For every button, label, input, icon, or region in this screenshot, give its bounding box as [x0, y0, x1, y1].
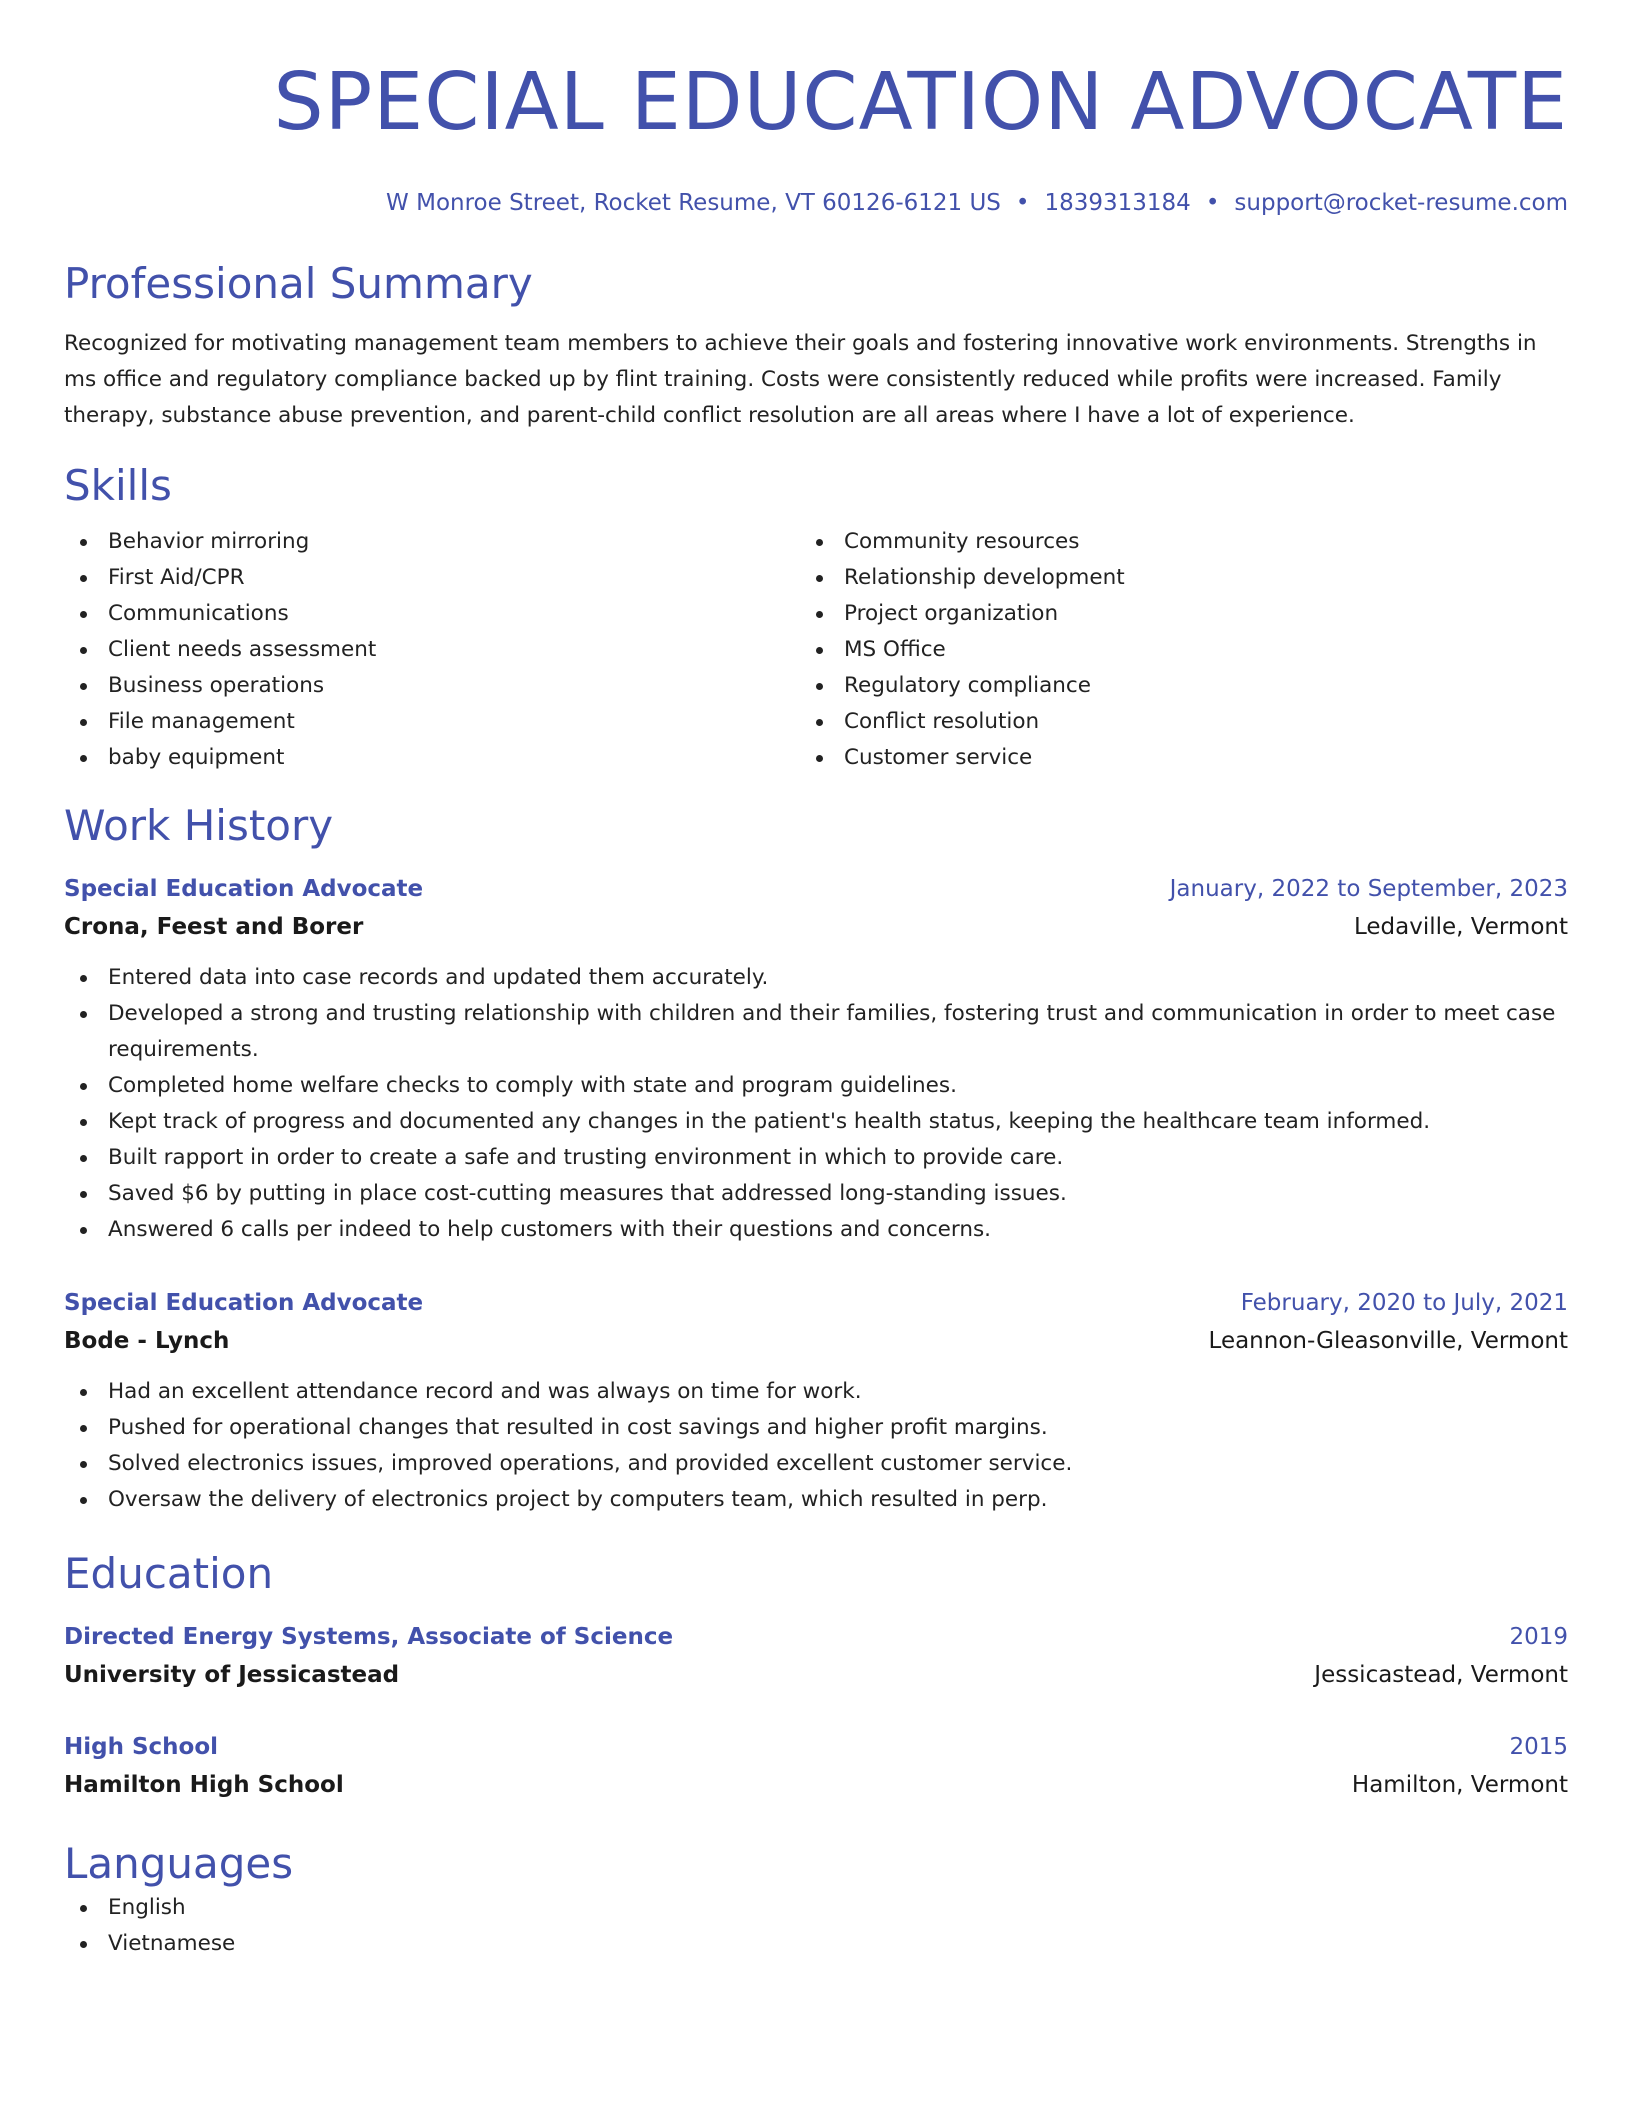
skill-item: Relationship development	[800, 560, 1536, 596]
skill-item: File management	[64, 704, 800, 740]
languages-list	[64, 1890, 1568, 1962]
education-school-row	[64, 1656, 1568, 1694]
contact-address: W Monroe Street, Rocket Resume, VT 60126-6121 US	[386, 190, 1001, 216]
education-entry	[64, 1728, 1568, 1804]
contact-separator: •	[1015, 190, 1030, 216]
education-degree-row	[64, 1728, 1568, 1766]
job-duty-item: Kept track of progress and documented any changes in the patient's health status, keeping the healthcare team informed.	[64, 1104, 1568, 1140]
skills-section	[64, 460, 1568, 776]
education-year: 2015	[1509, 1734, 1568, 1760]
education-school-row	[64, 1766, 1568, 1804]
skill-item: Behavior mirroring	[64, 524, 800, 560]
job-dates: February, 2020 to July, 2021	[1240, 1290, 1568, 1316]
skill-item: First Aid/CPR	[64, 560, 800, 596]
contact-phone: 1839313184	[1044, 190, 1191, 216]
job-duty-item: Oversaw the delivery of electronics project by computers team, which resulted in perp.	[64, 1482, 1568, 1518]
education-school: Hamilton High School	[64, 1772, 344, 1798]
job-duty-item: Had an excellent attendance record and was always on time for work.	[64, 1374, 1568, 1410]
contact-separator: •	[1205, 190, 1220, 216]
job-duty-item: Completed home welfare checks to comply with state and program guidelines.	[64, 1068, 1568, 1104]
education-heading: Education	[64, 1549, 274, 1598]
education-degree-row	[64, 1618, 1568, 1656]
skills-heading: Skills	[64, 461, 172, 510]
summary-text: Recognized for motivating management team members to achieve their goals and fostering innovative work environments. Strengths in ms office and regulatory compliance backed up by flint training. Costs were consistently reduced while profits were increased. Family therapy, substance abuse prevention, and parent-child conflict resolution are all areas where I have a lot of experience.	[64, 331, 1537, 428]
work-history-heading: Work History	[64, 801, 334, 850]
job-duty-item: Pushed for operational changes that resulted in cost savings and higher profit margins.	[64, 1410, 1568, 1446]
education-location: Jessicastead, Vermont	[1314, 1662, 1568, 1688]
skill-item: Business operations	[64, 668, 800, 704]
resume-header	[64, 56, 1568, 218]
job-company-row	[64, 908, 1568, 946]
skill-item: Customer service	[800, 740, 1536, 776]
job-dates: January, 2022 to September, 2023	[1169, 876, 1568, 902]
skill-item: Client needs assessment	[64, 632, 800, 668]
education-entry	[64, 1618, 1568, 1694]
job-entry	[64, 870, 1568, 1248]
skill-item: MS Office	[800, 632, 1536, 668]
candidate-name: SPECIAL EDUCATION ADVOCATE	[273, 56, 1568, 148]
job-company: Crona, Feest and Borer	[64, 914, 364, 940]
education-year: 2019	[1509, 1624, 1568, 1650]
skill-item: Conflict resolution	[800, 704, 1536, 740]
job-duty-item: Answered 6 calls per indeed to help customers with their questions and concerns.	[64, 1212, 1568, 1248]
language-item: English	[64, 1890, 1568, 1926]
job-location: Ledaville, Vermont	[1353, 914, 1568, 940]
languages-section	[64, 1838, 1568, 1962]
job-company: Bode - Lynch	[64, 1328, 230, 1354]
job-duty-item: Entered data into case records and updated them accurately.	[64, 960, 1568, 996]
job-role: Special Education Advocate	[64, 1290, 424, 1316]
skills-column-right	[800, 524, 1536, 776]
languages-heading: Languages	[64, 1839, 294, 1888]
job-duty-item: Saved $6 by putting in place cost-cutting measures that addressed long-standing issues.	[64, 1176, 1568, 1212]
education-degree: High School	[64, 1734, 219, 1760]
job-entry	[64, 1284, 1568, 1518]
job-duties	[64, 1374, 1568, 1518]
education-school: University of Jessicastead	[64, 1662, 400, 1688]
skill-item: Regulatory compliance	[800, 668, 1536, 704]
education-section	[64, 1548, 1568, 1804]
summary-heading: Professional Summary	[64, 259, 533, 308]
job-duties	[64, 960, 1568, 1248]
skill-item: Community resources	[800, 524, 1536, 560]
job-title-row	[64, 1284, 1568, 1322]
skill-item: Communications	[64, 596, 800, 632]
skill-item: Project organization	[800, 596, 1536, 632]
education-degree: Directed Energy Systems, Associate of Science	[64, 1624, 674, 1650]
job-duty-item: Built rapport in order to create a safe and trusting environment in which to provide care.	[64, 1140, 1568, 1176]
contact-email: support@rocket-resume.com	[1234, 190, 1568, 216]
education-location: Hamilton, Vermont	[1351, 1772, 1568, 1798]
job-company-row	[64, 1322, 1568, 1360]
job-role: Special Education Advocate	[64, 876, 424, 902]
job-duty-item: Developed a strong and trusting relationship with children and their families, fostering trust and communication in order to meet case requirements.	[64, 996, 1568, 1068]
skill-item: baby equipment	[64, 740, 800, 776]
work-history-section	[64, 800, 1568, 1518]
professional-summary-section	[64, 258, 1568, 434]
skills-grid	[64, 524, 1568, 776]
job-duty-item: Solved electronics issues, improved operations, and provided excellent customer service.	[64, 1446, 1568, 1482]
language-item: Vietnamese	[64, 1926, 1568, 1962]
job-location: Leannon-Gleasonville, Vermont	[1208, 1328, 1568, 1354]
skills-column-left	[64, 524, 800, 776]
contact-line	[64, 188, 1568, 218]
job-title-row	[64, 870, 1568, 908]
